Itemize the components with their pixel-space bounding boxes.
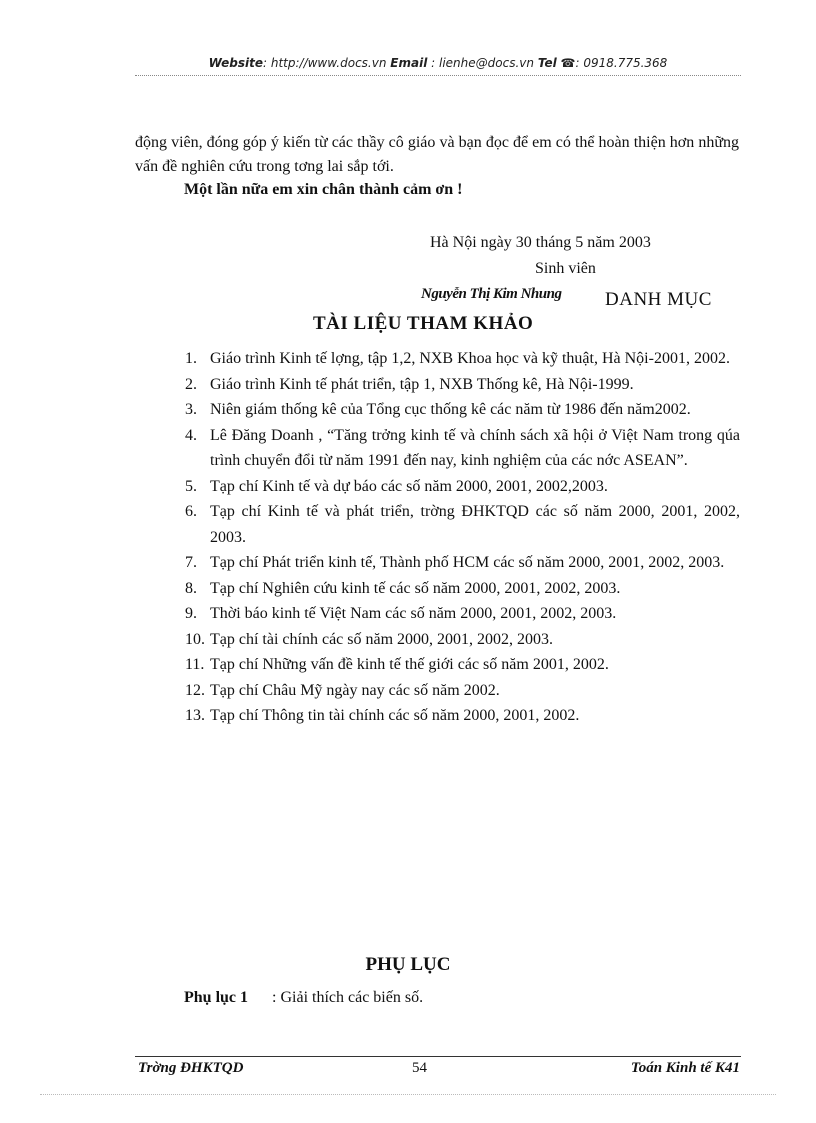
reference-text: Tạp chí Những vấn đề kinh tế thế giới các số năm 2001, 2002.	[210, 656, 609, 673]
appendix-item-text: : Giải thích các biến số.	[272, 989, 424, 1006]
reference-item	[185, 372, 740, 398]
references-title-line1: DANH MỤC	[605, 289, 712, 310]
reference-item	[185, 678, 740, 704]
reference-text: Tạp chí tài chính các số năm 2000, 2001, 2002, 2003.	[210, 630, 554, 648]
reference-number: 7.	[185, 554, 197, 571]
reference-text: Thời báo kinh tế Việt Nam các số năm 2000, 2001, 2002, 2003.	[210, 605, 617, 622]
header-divider	[135, 75, 741, 76]
reference-number: 5.	[185, 477, 197, 495]
reference-item	[185, 423, 740, 474]
reference-text: Giáo trình Kinh tế lợng, tập 1,2, NXB Khoa học và kỹ thuật, Hà Nội-2001, 2002.	[210, 350, 730, 367]
footer-school: Trờng ĐHKTQD	[138, 1060, 244, 1076]
reference-text: Giáo trình Kinh tế phát triển, tập 1, NXB Thống kê, Hà Nội-1999.	[210, 375, 634, 393]
reference-number: 2.	[185, 375, 197, 393]
appendix-item	[184, 989, 423, 1007]
reference-text: Tạp chí Phát triển kinh tế, Thành phố HCM các số năm 2000, 2001, 2002, 2003.	[210, 554, 725, 571]
reference-item	[185, 576, 740, 602]
intro-paragraph: động viên, đóng góp ý kiến từ các thầy cô giáo và bạn đọc để em có thể hoàn thiện hơn những vấn đề nghiên cứu trong tơng lai sắp tới.	[135, 134, 739, 175]
bottom-divider	[40, 1094, 776, 1095]
website-value[interactable]: : http://www.docs.vn	[263, 56, 387, 70]
reference-item	[185, 652, 740, 678]
email-value[interactable]: : lienhe@docs.vn	[431, 56, 534, 70]
email-label: Email	[390, 56, 428, 70]
reference-text: Tạp chí Thông tin tài chính các số năm 2000, 2001, 2002.	[210, 707, 580, 724]
appendix-title: PHỤ LỤC	[365, 954, 451, 975]
footer-divider	[135, 1056, 741, 1057]
page-header	[135, 56, 741, 70]
footer-class: Toán Kinh tế K41	[630, 1060, 740, 1076]
phone-icon: ☎	[560, 56, 576, 70]
tel-value: : 0918.775.368	[575, 56, 668, 70]
signature-date: Hà Nội ngày 30 tháng 5 năm 2003	[430, 234, 651, 251]
page-number: 54	[412, 1060, 427, 1076]
references-title-line2: TÀI LIỆU THAM KHẢO	[313, 313, 534, 334]
reference-number: 12.	[185, 681, 205, 699]
reference-text: Niên giám thống kê của Tổng cục thống kê các năm từ 1986 đến năm2002.	[210, 401, 691, 418]
reference-item	[185, 550, 740, 576]
reference-item	[185, 499, 740, 550]
reference-number: 6.	[185, 503, 197, 520]
reference-number: 4.	[185, 426, 197, 444]
thanks-line: Một lần nữa em xin chân thành cảm ơn !	[184, 181, 463, 198]
tel-label: Tel	[537, 56, 557, 70]
reference-item	[185, 627, 740, 653]
reference-text: Tạp chí Kinh tế và dự báo các số năm 2000, 2001, 2002,2003.	[210, 477, 608, 495]
reference-number: 1.	[185, 350, 197, 367]
reference-item	[185, 346, 740, 372]
reference-number: 8.	[185, 579, 197, 597]
reference-number: 3.	[185, 401, 197, 418]
appendix-item-label: Phụ lục 1	[184, 989, 249, 1006]
reference-number: 9.	[185, 605, 197, 622]
reference-item	[185, 474, 740, 500]
reference-number: 13.	[185, 707, 205, 724]
reference-number: 11.	[185, 656, 205, 673]
signature-name: Nguyễn Thị Kim Nhung	[421, 286, 562, 302]
reference-text: Tạp chí Châu Mỹ ngày nay các số năm 2002.	[210, 681, 500, 699]
reference-item	[185, 703, 740, 729]
reference-number: 10.	[185, 630, 205, 648]
website-label: Website	[208, 56, 263, 70]
signature-role: Sinh viên	[535, 260, 596, 277]
reference-text: Tạp chí Nghiên cứu kinh tế các số năm 2000, 2001, 2002, 2003.	[210, 579, 621, 597]
reference-list	[185, 346, 740, 729]
reference-item	[185, 601, 740, 627]
reference-item	[185, 397, 740, 423]
reference-text: Tạp chí Kinh tế và phát triển, trờng ĐHKTQD các số năm 2000, 2001, 2002, 2003.	[210, 503, 740, 546]
reference-text: Lê Đăng Doanh , “Tăng trởng kinh tế và chính sách xã hội ở Việt Nam trong qúa trình chuyển đổi từ năm 1991 đến nay, kinh nghiệm của các nớc ASEAN”.	[210, 426, 740, 469]
